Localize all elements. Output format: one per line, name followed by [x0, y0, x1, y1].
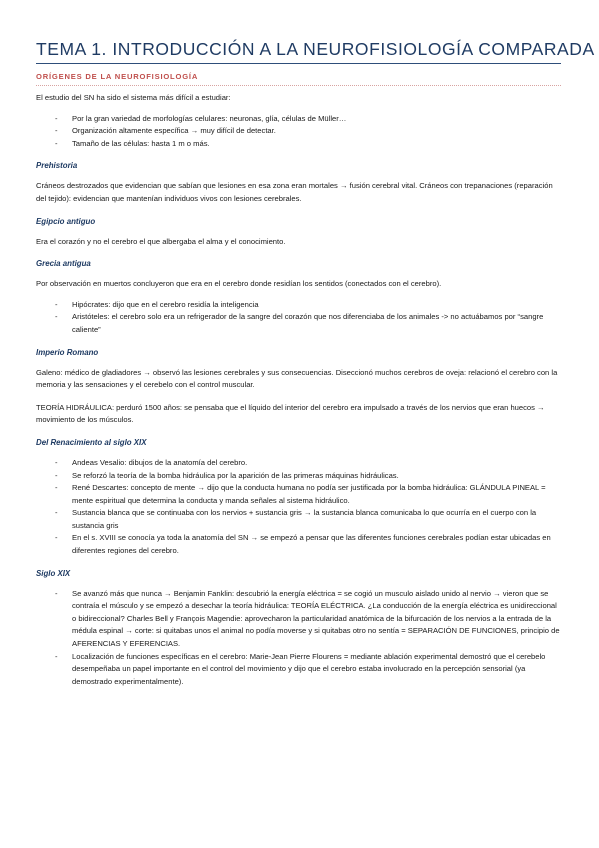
list-item: - Hipócrates: dijo que en el cerebro residía la inteligencia: [36, 299, 561, 312]
renacimiento-list: [36, 457, 561, 558]
paragraph-egipto: Era el corazón y no el cerebro el que albergaba el alma y el conocimiento.: [36, 236, 286, 246]
grecia-list: [36, 299, 561, 337]
list-item: - Se avanzó más que nunca → Benjamin Fanklin: descubrió la energía eléctrica = se cogió un musculo aislado unido al nervio → vieron que se contraía el músculo y se empezó a desechar la teoría hidráulica: TEORÍA ELÉCTRICA. ¿La conducción de la energía eléctrica es unidireccional o bidireccional? Charles Bell y François Magendie: aprovecharon la particularidad anatómica de la bifurcación de los nervios a la entrada de la médula espinal → corte: si quitabas unos el animal no podía moverse y si quitabas otro no sentía = SEPARACIÓN DE FUNCIONES, principio de AFERENCIAS Y EFERENCIAS.: [36, 588, 561, 651]
title-underline: [36, 63, 561, 64]
paragraph-teoria-hidraulica: TEORÍA HIDRÁULICA: perduró 1500 años: se pensaba que el líquido del interior del cerebro era impulsado a través de los nervios que eran huecos → movimiento de los músculos.: [36, 402, 545, 425]
list-item: - Sustancia blanca que se continuaba con los nervios + sustancia gris → la sustancia blanca comunicaba lo que ocurría en el cuerpo con la sustancia gris: [36, 507, 561, 532]
list-item: - Andeas Vesalio: dibujos de la anatomía del cerebro.: [36, 457, 561, 470]
list-item: - René Descartes: concepto de mente → dijo que la conducta humana no podía ser justificada por la bomba hidráulica: GLÁNDULA PINEAL = mente espiritual que determina la conducta y manda señales al sistema hidráulico.: [36, 482, 561, 507]
list-item: - En el s. XVIII se conocía ya toda la anatomía del SN → se empezó a pensar que las diferentes funciones cerebrales podían estar ubicadas en diferentes regiones del cerebro.: [36, 532, 561, 557]
heading-prehistoria: Prehistoria: [36, 161, 78, 171]
list-item: - Por la gran variedad de morfologías celulares: neuronas, glía, células de Müller…: [36, 113, 561, 126]
list-item: - Se reforzó la teoría de la bomba hidráulica por la aparición de las primeras máquinas hidráulicas.: [36, 470, 561, 483]
heading-egipto: Egipcio antiguo: [36, 216, 96, 226]
heading-siglo-xix: Siglo XIX: [36, 568, 71, 578]
siglo-xix-list: [36, 588, 561, 689]
heading-roma: Imperio Romano: [36, 347, 99, 357]
list-item: - Tamaño de las células: hasta 1 m o más.: [36, 138, 561, 151]
heading-renacimiento: Del Renacimiento al siglo XIX: [36, 437, 147, 447]
paragraph-prehistoria: Cráneos destrozados que evidencian que sabían que lesiones en esa zona eran mortales → fusión cerebral vital. Cráneos con trepanaciones (reparación del tejido): evidencian que mantenían individuos vivos con lesiones cerebrales.: [36, 181, 553, 203]
intro-list: [36, 113, 561, 151]
document-title: TEMA 1. INTRODUCCIÓN A LA NEUROFISIOLOGÍA COMPARADA: [36, 39, 595, 59]
origins-dotted-rule: [36, 85, 561, 86]
list-item: - Aristóteles: el cerebro solo era un refrigerador de la sangre del corazón que nos diferenciaba de los animales -> no actuábamos por “sangre caliente”: [36, 311, 561, 336]
heading-grecia: Grecia antigua: [36, 259, 91, 269]
list-item: - Localización de funciones específicas en el cerebro: Marie-Jean Pierre Flourens = mediante ablación experimental demostró que el cerebelo desempeñaba un papel importante en el control del movimiento y dijo que el cerebro estaba involucrado en la percepción sensorial (ya demostrado experimentalmente).: [36, 651, 561, 689]
origins-heading: ORÍGENES DE LA NEUROFISIOLOGÍA: [36, 72, 199, 81]
intro-paragraph: El estudio del SN ha sido el sistema más difícil a estudiar:: [36, 93, 231, 102]
paragraph-grecia: Por observación en muertos concluyeron que era en el cerebro donde residían los sentidos (conectados con el cerebro).: [36, 279, 442, 289]
list-item: - Organización altamente específica → muy difícil de detectar.: [36, 125, 561, 138]
paragraph-galeno: Galeno: médico de gladiadores → observó las lesiones cerebrales y sus consecuencias. Diseccionó muchos cerebros de oveja: relacionó el cerebro con la memoria y las sensaciones y el cerebelo con el control muscular.: [36, 367, 558, 390]
